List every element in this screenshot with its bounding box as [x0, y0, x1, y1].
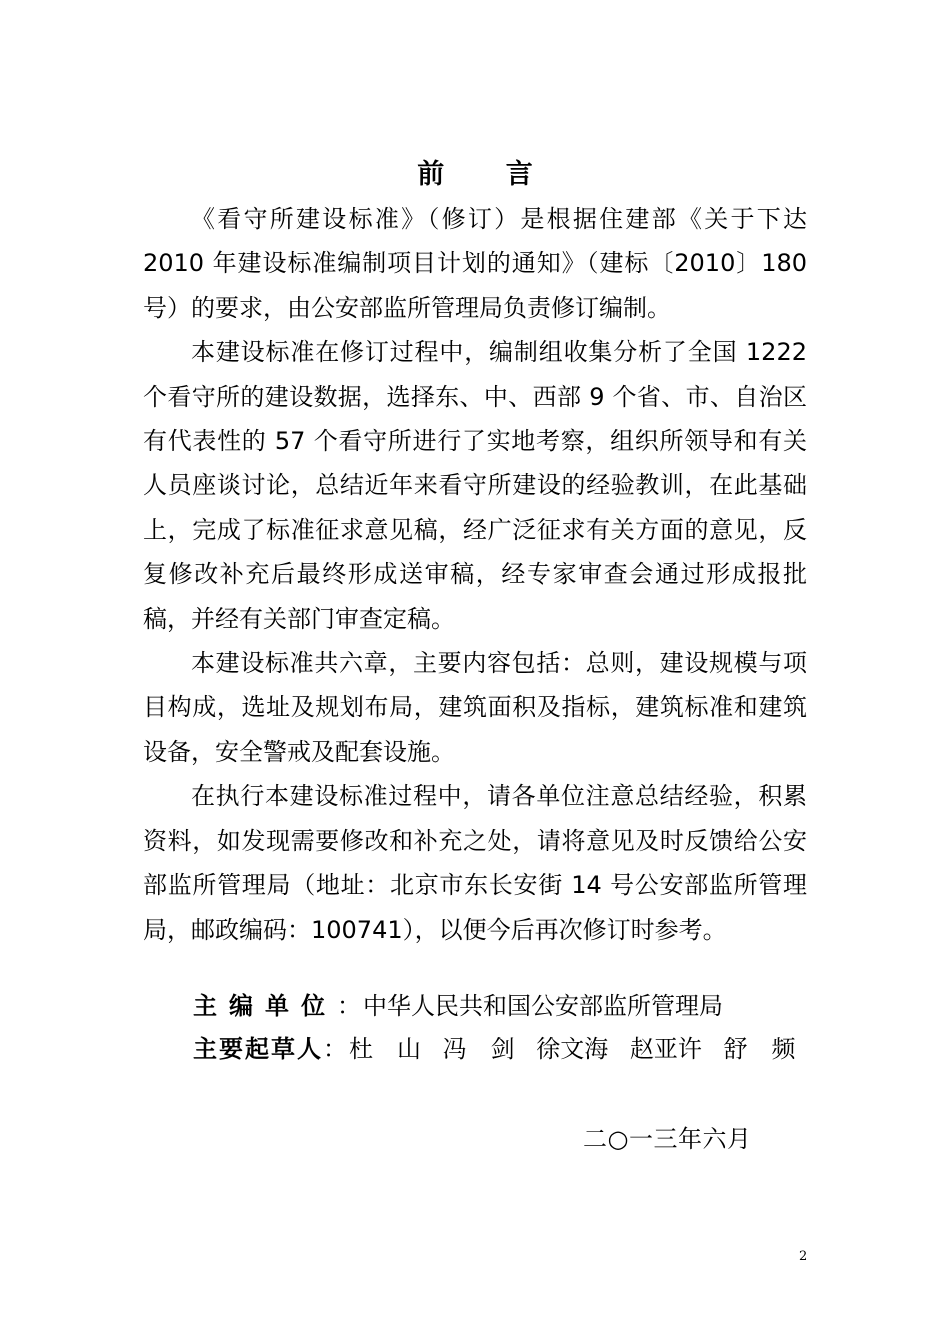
chief-editor-value: 中华人民共和国公安部监所管理局: [363, 992, 723, 1020]
paragraph-1: 《看守所建设标准》（修订）是根据住建部《关于下达2010 年建设标准编制项目计划的通知》（建标〔2010〕180 号）的要求，由公安部监所管理局负责修订编制。: [143, 205, 807, 322]
paragraph-2: 本建设标准在修订过程中，编制组收集分析了全国 1222 个看守所的建设数据，选择东、中、西部 9 个省、市、自治区有代表性的 57 个看守所进行了实地考察，组织所领导和有关人员座谈讨论，总结近年来看守所建设的经验教训，在此基础上，完成了标准征求意见稿，经广泛征求有关方面的意见，反复修改补充后最终形成送审稿，经专家审查会通过形成报批稿，并经有关部门审查定稿。: [143, 338, 807, 633]
drafters-label: 主要起草人: [193, 1035, 323, 1063]
page-title: 前 言: [417, 159, 559, 190]
drafters-row: [193, 1028, 813, 1071]
paragraph-4: 在执行本建设标准过程中，请各单位注意总结经验，积累资料，如发现需要修改和补充之处，请将意见及时反馈给公安部监所管理局（地址：北京市东长安街 14 号公安部监所管理局，邮政编码：100741），以便今后再次修订时参考。: [143, 782, 807, 944]
chief-editor-label: 主编单位: [193, 992, 337, 1020]
document-date: 二○一三年六月: [583, 1125, 752, 1153]
page-number: 2: [799, 1249, 808, 1264]
paragraph-3: 本建设标准共六章，主要内容包括：总则，建设规模与项目构成，选址及规划布局，建筑面积及指标，建筑标准和建筑设备，安全警戒及配套设施。: [143, 649, 807, 766]
document-body: [143, 197, 807, 952]
drafters-value: 杜 山 冯 剑 徐文海 赵亚许 舒 频: [349, 1035, 796, 1063]
credits-block: [193, 985, 813, 1071]
chief-editor-row: [193, 985, 813, 1028]
drafters-separator: ：: [323, 1035, 347, 1063]
chief-editor-separator: ：: [337, 992, 361, 1020]
